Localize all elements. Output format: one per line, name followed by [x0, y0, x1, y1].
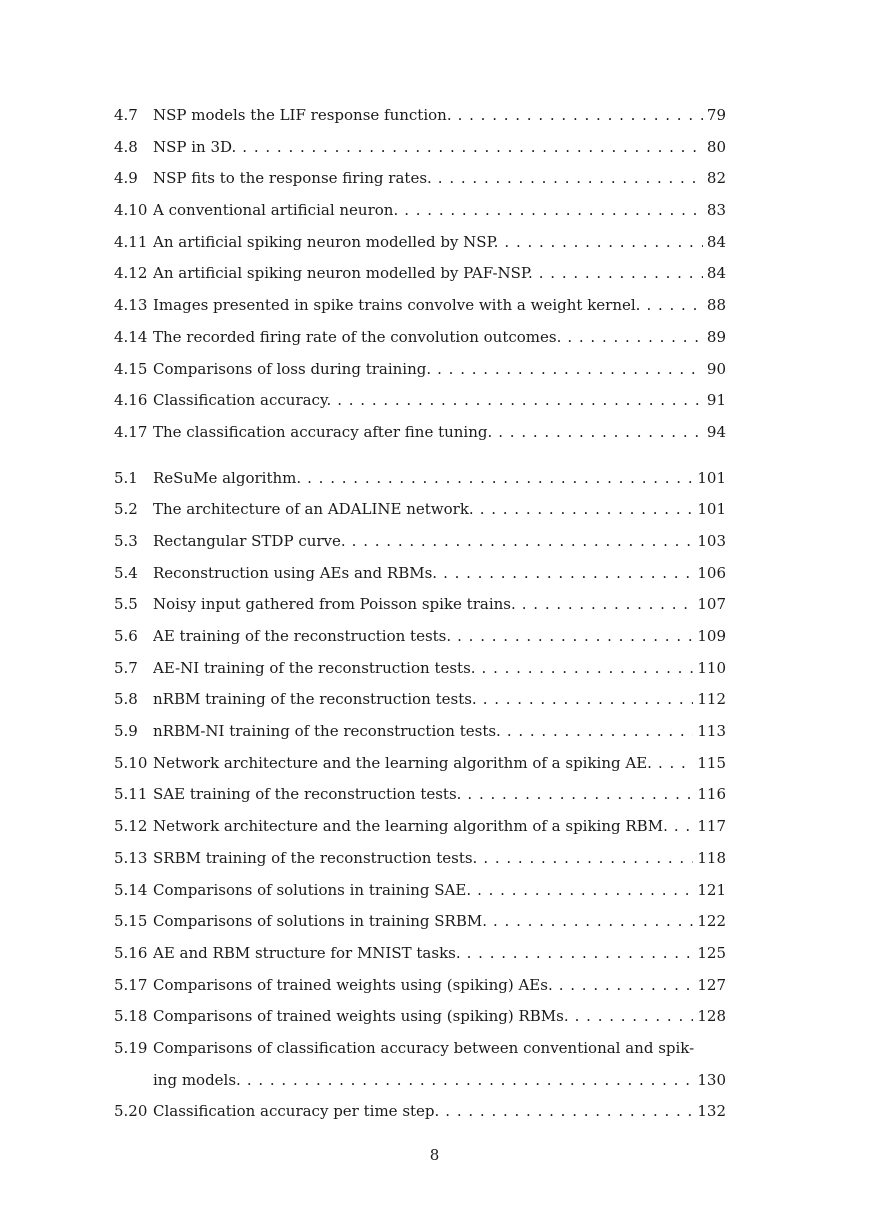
toc-entry[interactable]: [114, 494, 726, 526]
dot-leader: [477, 875, 693, 907]
figure-title: An artificial spiking neuron modelled by PAF-NSP.: [153, 264, 533, 283]
page-reference: 117: [697, 817, 726, 836]
page-reference: 89: [706, 327, 726, 346]
dot-leader: [504, 227, 703, 259]
dot-leader: [337, 385, 703, 417]
page-reference: 112: [697, 690, 726, 709]
dot-leader: [674, 811, 694, 843]
toc-entry[interactable]: [114, 779, 726, 811]
dot-leader: [467, 938, 694, 970]
figure-title: Classification accuracy per time step.: [153, 1102, 440, 1121]
toc-entry[interactable]: [114, 1033, 726, 1096]
page-reference: 90: [706, 359, 726, 378]
figure-number: 4.8: [114, 137, 138, 156]
figure-title: Comparisons of trained weights using (spiking) RBMs.: [153, 1007, 569, 1026]
toc-entry[interactable]: [114, 132, 726, 164]
toc-entry[interactable]: [114, 811, 726, 843]
page-reference: 115: [697, 753, 726, 772]
dot-leader: [522, 589, 694, 621]
figure-number: 4.9: [114, 169, 138, 188]
figure-title: An artificial spiking neuron modelled by NSP.: [153, 232, 499, 251]
figure-number: 5.19: [114, 1038, 148, 1057]
dot-leader: [483, 843, 693, 875]
figure-title: Comparisons of solutions in training SAE.: [153, 880, 472, 899]
dot-leader: [247, 1065, 694, 1097]
dot-leader: [467, 779, 693, 811]
page-reference: 125: [697, 943, 726, 962]
figure-number: 5.17: [114, 975, 148, 994]
toc-entry[interactable]: [114, 385, 726, 417]
figure-title: AE training of the reconstruction tests.: [153, 627, 452, 645]
page-reference: 84: [706, 232, 726, 251]
figure-number: 5.6: [114, 627, 138, 645]
toc-entry[interactable]: [114, 258, 726, 290]
figure-title: nRBM training of the reconstruction tests.: [153, 690, 477, 709]
page-reference: 121: [697, 880, 726, 899]
dot-leader: [559, 970, 694, 1002]
figure-number: 5.12: [114, 817, 148, 836]
figure-title: Comparisons of trained weights using (spiking) AEs.: [153, 975, 553, 994]
figure-title: Reconstruction using AEs and RBMs.: [153, 563, 438, 582]
dot-leader: [507, 716, 694, 748]
figure-title: Rectangular STDP curve.: [153, 531, 346, 550]
figure-number: 5.7: [114, 658, 138, 677]
dot-leader: [437, 354, 703, 386]
dot-leader: [480, 494, 694, 526]
page-reference: 101: [697, 468, 726, 487]
toc-entry[interactable]: [114, 1001, 726, 1033]
toc-entry[interactable]: [114, 195, 726, 227]
figure-title: ReSuMe algorithm.: [153, 468, 302, 487]
figure-number: 5.15: [114, 912, 148, 931]
toc-entry[interactable]: [114, 716, 726, 748]
figure-title: SRBM training of the reconstruction tests.: [153, 848, 478, 867]
figure-title: Comparisons of solutions in training SRBM.: [153, 912, 487, 931]
page-reference: 118: [697, 848, 726, 867]
dot-leader: [438, 163, 703, 195]
figure-number: 5.10: [114, 753, 148, 772]
toc-entry[interactable]: [114, 322, 726, 354]
page-reference: 122: [697, 912, 726, 931]
page-reference: 82: [706, 169, 726, 188]
page-reference: 88: [706, 296, 726, 315]
figure-number: 5.8: [114, 690, 138, 709]
figure-title: AE-NI training of the reconstruction tests.: [153, 658, 476, 677]
figure-title: Classification accuracy.: [153, 391, 332, 410]
toc-entry[interactable]: [114, 621, 726, 653]
dot-leader: [498, 417, 703, 449]
figure-number: 5.2: [114, 500, 138, 519]
dot-leader: [658, 748, 693, 780]
page-reference: 83: [706, 201, 726, 220]
dot-leader: [443, 558, 693, 590]
toc-entry[interactable]: [114, 653, 726, 685]
page-reference: 103: [697, 531, 726, 550]
toc-entry[interactable]: [114, 417, 726, 449]
figure-title: NSP in 3D.: [153, 137, 237, 156]
toc-entry[interactable]: [114, 354, 726, 386]
figure-title: The classification accuracy after fine tuning.: [153, 422, 493, 441]
figure-title: SAE training of the reconstruction tests.: [153, 785, 462, 804]
figure-title: AE and RBM structure for MNIST tasks.: [153, 943, 461, 962]
page-reference: 79: [706, 106, 726, 124]
figure-number: 5.13: [114, 848, 148, 867]
figure-title: The architecture of an ADALINE network.: [153, 500, 474, 519]
figure-number: 5.18: [114, 1007, 148, 1026]
figure-title: NSP models the LIF response function.: [153, 106, 452, 124]
figure-title: Noisy input gathered from Poisson spike trains.: [153, 595, 516, 614]
page-reference: 94: [706, 422, 726, 441]
toc-entry[interactable]: [114, 875, 726, 907]
figure-number: 4.7: [114, 106, 138, 124]
dot-leader: [567, 322, 703, 354]
figure-number: 5.14: [114, 880, 148, 899]
figure-title: nRBM-NI training of the reconstruction tests.: [153, 722, 501, 741]
figure-number: 4.10: [114, 201, 148, 220]
figure-number: 5.5: [114, 595, 138, 614]
toc-entry[interactable]: [114, 163, 726, 195]
figure-number: 5.20: [114, 1102, 148, 1121]
dot-leader: [539, 258, 703, 290]
dot-leader: [457, 621, 693, 653]
figure-title: A conventional artificial neuron.: [153, 201, 399, 220]
page-reference: 91: [706, 391, 726, 410]
figure-number: 5.11: [114, 785, 148, 804]
figure-number: 5.9: [114, 722, 138, 741]
page-reference: 101: [697, 500, 726, 519]
toc-entry[interactable]: [114, 290, 726, 322]
toc-entry[interactable]: [114, 938, 726, 970]
toc-entry[interactable]: [114, 970, 726, 1002]
page-number: 8: [429, 1146, 440, 1164]
dot-leader: [352, 526, 694, 558]
figure-title: Network architecture and the learning algorithm of a spiking RBM.: [153, 817, 668, 836]
page-reference: 113: [697, 722, 726, 741]
page-reference: 130: [697, 1070, 726, 1089]
figure-title: NSP fits to the response firing rates.: [153, 169, 432, 188]
toc-entry[interactable]: [114, 748, 726, 780]
figure-title: The recorded firing rate of the convolution outcomes.: [153, 327, 562, 346]
page-reference: 132: [697, 1102, 726, 1121]
page-reference: 127: [697, 975, 726, 994]
page-reference: 107: [697, 595, 726, 614]
toc-entry[interactable]: [114, 684, 726, 716]
dot-leader: [458, 100, 703, 132]
toc-entry[interactable]: [114, 906, 726, 938]
toc-entry[interactable]: [114, 589, 726, 621]
figure-title: Images presented in spike trains convolve with a weight kernel.: [153, 296, 641, 315]
toc-entry[interactable]: [114, 100, 726, 132]
figure-number: 4.17: [114, 422, 148, 441]
page-reference: 110: [697, 658, 726, 677]
figure-title: Comparisons of loss during training.: [153, 359, 432, 378]
dot-leader: [575, 1001, 694, 1033]
toc-entry[interactable]: [114, 1096, 726, 1128]
toc-entry[interactable]: [114, 558, 726, 590]
figure-number: 5.16: [114, 943, 148, 962]
toc-entry[interactable]: [114, 227, 726, 259]
dot-leader: [493, 906, 693, 938]
figure-number: 4.11: [114, 232, 148, 251]
figure-title: ing models.: [153, 1070, 241, 1089]
dot-leader: [404, 195, 703, 227]
page-reference: 116: [697, 785, 726, 804]
toc-entry[interactable]: [114, 463, 726, 495]
figure-number: 5.3: [114, 531, 138, 550]
figure-number: 5.4: [114, 563, 138, 582]
dot-leader: [307, 463, 693, 495]
figure-number: 5.1: [114, 468, 138, 487]
figure-number: 4.12: [114, 264, 148, 283]
page-reference: 128: [697, 1007, 726, 1026]
toc-entry[interactable]: [114, 843, 726, 875]
figure-number: 4.16: [114, 391, 148, 410]
dot-leader: [445, 1096, 693, 1128]
figure-title-line-1: Comparisons of classification accuracy between conventional and spik-: [153, 1038, 695, 1057]
page-reference: 84: [706, 264, 726, 283]
figure-title: Network architecture and the learning algorithm of a spiking AE.: [153, 753, 652, 772]
dot-leader: [483, 684, 694, 716]
dot-leader: [482, 653, 694, 685]
figure-number: 4.15: [114, 359, 148, 378]
dot-leader: [646, 290, 702, 322]
figure-number: 4.13: [114, 296, 148, 315]
page-reference: 106: [697, 563, 726, 582]
list-of-figures: [114, 100, 726, 1128]
page-reference: 80: [706, 137, 726, 156]
dot-leader: [242, 132, 703, 164]
figure-number: 4.14: [114, 327, 148, 346]
page-reference: 109: [697, 627, 726, 645]
toc-entry[interactable]: [114, 526, 726, 558]
